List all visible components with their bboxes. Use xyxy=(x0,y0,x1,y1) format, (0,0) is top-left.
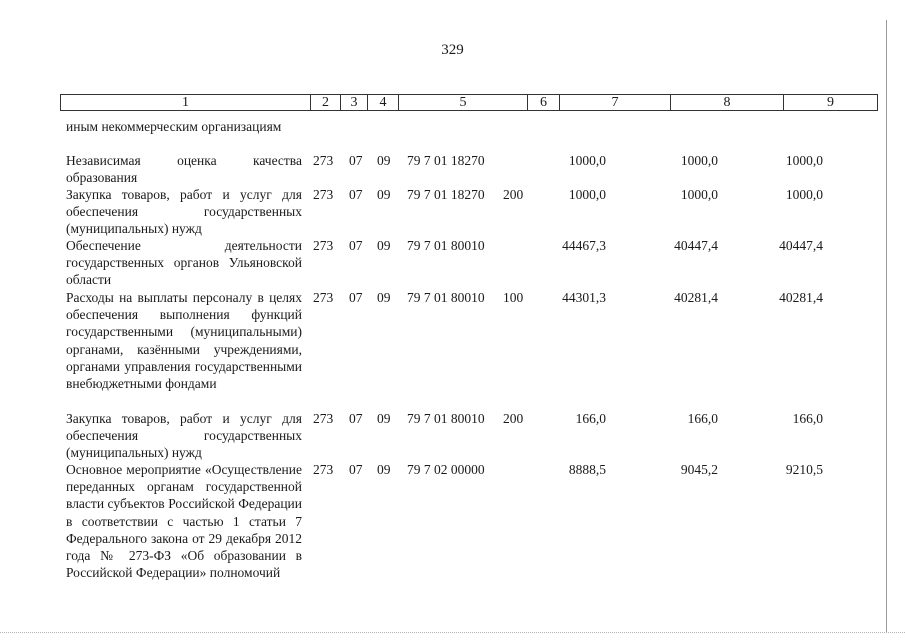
row-code: 273 xyxy=(313,238,334,253)
row-code: 273 xyxy=(313,290,334,305)
row-code: 273 xyxy=(313,187,334,202)
row-value-9: 1000,0 xyxy=(785,153,823,168)
page-number: 329 xyxy=(441,42,464,58)
row-target-article: 79 7 01 18270 xyxy=(407,153,485,168)
header-col-2: 2 xyxy=(310,95,340,110)
row-name: Закупка товаров, работ и услуг для обеспечения государственных (муниципальных) нужд xyxy=(66,411,302,461)
row-value-8: 40281,4 xyxy=(674,290,718,305)
row-target-article: 79 7 01 18270 xyxy=(407,187,485,202)
row-section: 07 xyxy=(349,238,363,253)
row-code: 273 xyxy=(313,411,334,426)
row-section: 07 xyxy=(349,411,363,426)
row-section: 07 xyxy=(349,290,363,305)
row-value-8: 9045,2 xyxy=(680,462,718,477)
row-section: 07 xyxy=(349,153,363,168)
row-target-article: 79 7 01 80010 xyxy=(407,411,485,426)
row-expense-type: 200 xyxy=(503,411,524,426)
row-value-9: 166,0 xyxy=(792,411,823,426)
header-col-8: 8 xyxy=(670,95,783,110)
row-expense-type: 200 xyxy=(503,187,524,202)
row-value-7: 1000,0 xyxy=(568,187,606,202)
header-col-3: 3 xyxy=(340,95,367,110)
row-name: Расходы на выплаты персоналу в целях обеспечения выполнения функций государственными (муниципальными) органами, казёнными учреждениями, органами управления государственными внебюджетными фондами xyxy=(66,290,302,392)
row-name: Основное мероприятие «Осуществление переданных органам государственной власти субъектов Российской Федерации в соответствии с частью 1 статьи 7 Федерального закона от 29 декабря 2012 года № 273-ФЗ «Об образовании в Российской Федерации» полномочий xyxy=(66,462,302,581)
row-name: иным некоммерческим организациям xyxy=(66,119,282,134)
row-target-article: 79 7 01 80010 xyxy=(407,290,485,305)
row-value-8: 166,0 xyxy=(687,411,718,426)
row-value-8: 40447,4 xyxy=(674,238,718,253)
row-value-9: 40447,4 xyxy=(779,238,823,253)
row-section: 07 xyxy=(349,187,363,202)
table-header-row xyxy=(60,94,878,111)
row-value-9: 1000,0 xyxy=(785,187,823,202)
row-value-8: 1000,0 xyxy=(680,153,718,168)
row-subsection: 09 xyxy=(377,187,391,202)
header-col-5: 5 xyxy=(398,95,527,110)
row-subsection: 09 xyxy=(377,411,391,426)
header-col-9: 9 xyxy=(783,95,877,110)
row-value-7: 44467,3 xyxy=(562,238,606,253)
header-col-6: 6 xyxy=(527,95,559,110)
row-subsection: 09 xyxy=(377,238,391,253)
row-subsection: 09 xyxy=(377,462,391,477)
row-expense-type: 100 xyxy=(503,290,524,305)
header-col-1: 1 xyxy=(182,95,189,110)
row-value-7: 44301,3 xyxy=(562,290,606,305)
row-value-9: 9210,5 xyxy=(785,462,823,477)
row-subsection: 09 xyxy=(377,290,391,305)
row-name: Закупка товаров, работ и услуг для обеспечения государственных (муниципальных) нужд xyxy=(66,187,302,237)
header-col-4: 4 xyxy=(367,95,398,110)
row-value-7: 1000,0 xyxy=(568,153,606,168)
page-edge-bottom xyxy=(0,632,905,634)
row-target-article: 79 7 02 00000 xyxy=(407,462,485,477)
row-code: 273 xyxy=(313,153,334,168)
row-name: Независимая оценка качества образования xyxy=(66,153,302,186)
row-value-9: 40281,4 xyxy=(779,290,823,305)
row-name: Обеспечение деятельности государственных органов Ульяновской области xyxy=(66,238,302,288)
row-code: 273 xyxy=(313,462,334,477)
header-col-7: 7 xyxy=(559,95,670,110)
row-target-article: 79 7 01 80010 xyxy=(407,238,485,253)
row-value-8: 1000,0 xyxy=(680,187,718,202)
row-section: 07 xyxy=(349,462,363,477)
row-value-7: 8888,5 xyxy=(568,462,606,477)
row-value-7: 166,0 xyxy=(575,411,606,426)
page-edge-right xyxy=(886,20,887,632)
row-subsection: 09 xyxy=(377,153,391,168)
